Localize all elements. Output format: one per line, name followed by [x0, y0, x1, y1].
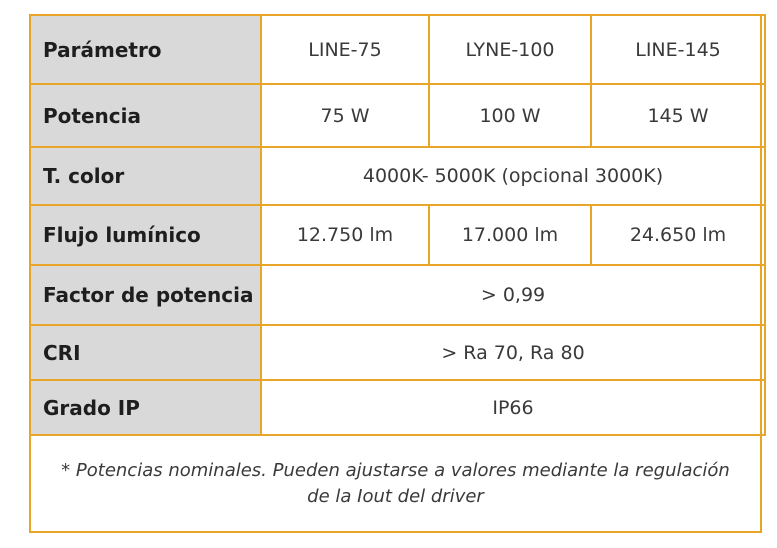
- spec-sheet: [29, 14, 762, 533]
- value-potencia-line75: 75 W: [261, 84, 429, 147]
- parameter-header: Parámetro: [30, 15, 261, 84]
- model-header-line145: LINE-145: [591, 15, 765, 84]
- footnote: [31, 458, 760, 510]
- model-header-lyne100: LYNE-100: [429, 15, 591, 84]
- label-flujo: Flujo lumínico: [30, 205, 261, 265]
- row-tcolor: [30, 147, 765, 205]
- value-ip: IP66: [261, 380, 765, 435]
- label-ip: Grado IP: [30, 380, 261, 435]
- value-flujo-line75: 12.750 lm: [261, 205, 429, 265]
- row-cri: [30, 325, 765, 380]
- value-flujo-line145: 24.650 lm: [591, 205, 765, 265]
- spec-table: [29, 14, 766, 436]
- label-potencia: Potencia: [30, 84, 261, 147]
- value-cri: > Ra 70, Ra 80: [261, 325, 765, 380]
- value-potencia-lyne100: 100 W: [429, 84, 591, 147]
- value-factor: > 0,99: [261, 265, 765, 325]
- label-factor: Factor de potencia: [30, 265, 261, 325]
- model-header-line75: LINE-75: [261, 15, 429, 84]
- label-cri: CRI: [30, 325, 261, 380]
- value-tcolor: 4000K- 5000K (opcional 3000K): [261, 147, 765, 205]
- footnote-line-2: de la Iout del driver: [307, 486, 484, 507]
- value-flujo-lyne100: 17.000 lm: [429, 205, 591, 265]
- footnote-line-1: * Potencias nominales. Pueden ajustarse a valores mediante la regulación: [61, 460, 730, 481]
- label-tcolor: T. color: [30, 147, 261, 205]
- row-ip: [30, 380, 765, 435]
- row-flujo: [30, 205, 765, 265]
- row-factor: [30, 265, 765, 325]
- header-row: [30, 15, 765, 84]
- row-potencia: [30, 84, 765, 147]
- value-potencia-line145: 145 W: [591, 84, 765, 147]
